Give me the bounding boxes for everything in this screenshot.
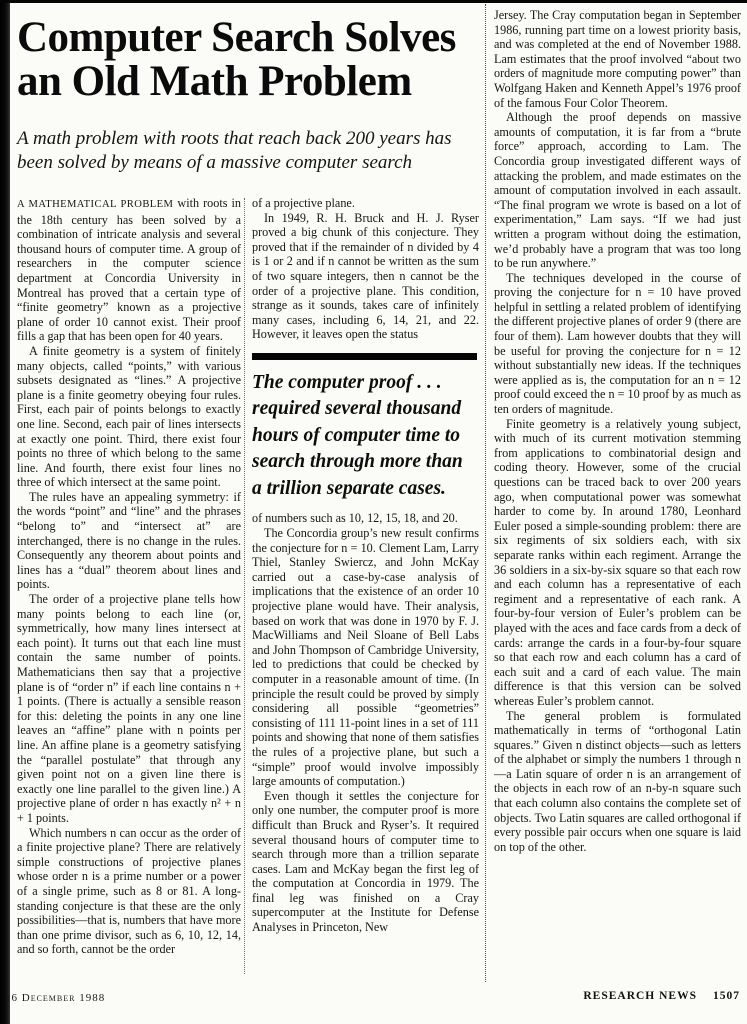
paragraph: In 1949, R. H. Bruck and H. J. Ryser proved a big chunk of this conjecture. They proved that if the remainder of n divided by 4 is 1 or 2 and if n cannot be written as the sum of two square integers, then n cannot be the order of a projective plane. This condition, strange as it sounds, takes care of infinitely many cases, including 6, 14, 21, and 22. However, it leaves open the status <box>252 210 479 342</box>
page-top-edge <box>0 0 747 3</box>
column-1 <box>17 196 241 976</box>
paragraph-continuation: of a projective plane. <box>252 196 355 210</box>
paragraph: The techniques developed in the course of proving the conjecture for n = 10 have proved helpful in settling a related problem of identifying the different projective planes of order 9 (there are four of them). Lam however doubts that they will be useful for proving the conjecture for n = 12 without substantially new ideas. If the techniques were applied as is, the computation for an n = 12 proof could exceed the n = 10 proof by as much as ten orders of magnitude. <box>494 270 741 417</box>
paragraph: Even though it settles the conjecture for only one number, the computer proof is more difficult than Bruck and Ryser’s. It required several thousand hours of computer time to search through more than a trillion separate cases. Lam and McKay began the first leg of the computation at Concordia in 1979. The final leg was finished on a Cray supercomputer at the Institute for Defense Analyses in Princeton, New <box>252 788 479 935</box>
column-2 <box>252 196 479 980</box>
column-3 <box>494 8 741 980</box>
column-divider-2 <box>485 4 486 982</box>
issue-date: 16 December 1988 <box>5 992 106 1004</box>
paragraph-continuation: of numbers such as 10, 12, 15, 18, and 20. <box>252 511 458 526</box>
paragraph-continuation: Jersey. The Cray computation began in September 1986, running part time on a lowest priority basis, and was completed at the end of November 1988. Lam estimates that the proof involved “about two orders of magnitude more computing power” than Wolfgang Haken and Kenneth Appel’s 1976 proof of the famous Four Color Theorem. <box>494 8 741 110</box>
section-label: RESEARCH NEWS <box>583 990 697 1002</box>
paragraph: The Concordia group’s new result confirms the conjecture for n = 10. Clement Lam, Larry Thiel, Stanley Swiercz, and John McKay carried out a case-by-case analysis of implications that the existence of an order 10 projective plane would have. Their analysis, based on work that was done in 1970 by F. J. MacWilliams and Neil Sloane of Bell Labs and John Thompson of Cambridge University, led to predictions that could be checked by computer in a reasonable amount of time. (In principle the result could be proved by simply considering all possible “geometries” consisting of 111 11-point lines in a set of 111 points and showing that none of them satisfies the rules of a projective plane, but such a “simple” proof would involve impossibly large amounts of computation.) <box>252 526 479 789</box>
pull-quote <box>252 353 477 503</box>
paragraph <box>17 196 241 344</box>
paragraph: Finite geometry is a relatively young subject, with much of its current motivation stemming from applications to combinatorial design and coding theory. However, some of the crucial questions can be traced back to over 200 years ago, when computational power was somewhat harder to come by. In around 1780, Leonhard Euler posed a simple-sounding problem: there are six regiments of six soldiers each, with six separate ranks within each regiment. Arrange the 36 soldiers in a six-by-six square so that each row and each column has a representative of each regiment and a representative of each rank. A four-by-four version of Euler’s problem can be played with the aces and face cards from a deck of cards: arrange the cards in a four-by-four square so that each row and each column has a card of each suit and a card of each value. The main difference is that this version can be solved whereas Euler’s problem cannot. <box>494 416 741 708</box>
section-footer <box>583 990 740 1002</box>
article-title-line2: an Old Math Problem <box>17 58 412 105</box>
column-divider-1 <box>244 198 245 974</box>
paragraph: The order of a projective plane tells how many points belong to each line (or, symmetrically, how many lines intersect at each point). It turns out that each line must contain the same number of points. Mathematicians then say that a projective plane is of “order n” if each line contains n + 1 points. (There is actually a sensible reason for this: deleting the points in any one line leaves an “affine” plane with n points per line. An affine plane is a geometry satisfying the “parallel postulate” that through any given point not on a given line there is exactly one line parallel to the given line.) A projective plane of order n has exactly n² + n + 1 points. <box>17 592 241 825</box>
page-number: 1507 <box>713 990 740 1002</box>
pull-quote-text: The computer proof . . . required several thousand hours of computer time to search through more than a trillion separate cases. <box>252 371 463 499</box>
paragraph: Although the proof depends on massive amounts of computation, it is far from a “brute force” approach, according to Lam. The Concordia group investigated different ways of attacking the problem, and made estimates on the amount of computation involved in each assault. “The final program we wrote is based on a lot of experimentation,” Lam says. “If we had just written a program without doing the estimation, we’d probably have a program that was too long to be run anywhere.” <box>494 110 741 271</box>
paragraph-text: with roots in the 18th century has been solved by a combination of intricate analysis and several thousand hours of computer time. A group of researchers in the computer science department at Concordia University in Montreal has proved that a certain type of “finite geometry” known as a projective plane of order 10 cannot exist. Their proof fills a gap that has been open for 40 years. <box>17 196 241 344</box>
article-subtitle: A math problem with roots that reach back 200 years has been solved by means of a massive computer search <box>17 128 452 173</box>
paragraph: The general problem is formulated mathematically in terms of “orthogonal Latin squares.” Given n distinct objects—such as letters of the alphabet or simply the numbers 1 through n—a Latin square of order n is an arrangement of the objects in each row of an n-by-n square such that each column also contains the complete set of objects. Two Latin squares are called orthogonal if every possible pair occurs when one square is laid on top of the other. <box>494 708 741 854</box>
article-title-line1: Computer Search Solves <box>17 14 456 61</box>
paragraph: A finite geometry is a system of finitely many objects, called “points,” with various subsets designated as “lines.” A projective plane is a finite geometry obeying four rules. First, each pair of points belongs to exactly one line. Second, each pair of lines intersects at exactly one point. Third, there exist four points no three of which belong to the same line. And fourth, there exist four lines no three of which intersect at the same point. <box>17 343 241 490</box>
article-title <box>17 16 479 104</box>
paragraph-lead-in: A MATHEMATICAL PROBLEM <box>17 199 174 210</box>
page-binding-edge <box>0 0 10 1024</box>
paragraph: The rules have an appealing symmetry: if the words “point” and “line” and the phrases “belong to” and “intersect at” are interchanged, there is no change in the rules. Consequently any theorem about points and lines has a “dual” theorem about lines and points. <box>17 489 241 592</box>
paragraph: Which numbers n can occur as the order of a finite projective plane? There are relatively simple constructions of projective planes whose order n is a prime number or a power of a single prime, such as 8 or 81. A long-standing conjecture is that these are the only possibilities—that is, numbers that have more than one prime divisor, such as 6, 10, 12, 14, and so forth, cannot be the order <box>17 825 241 957</box>
